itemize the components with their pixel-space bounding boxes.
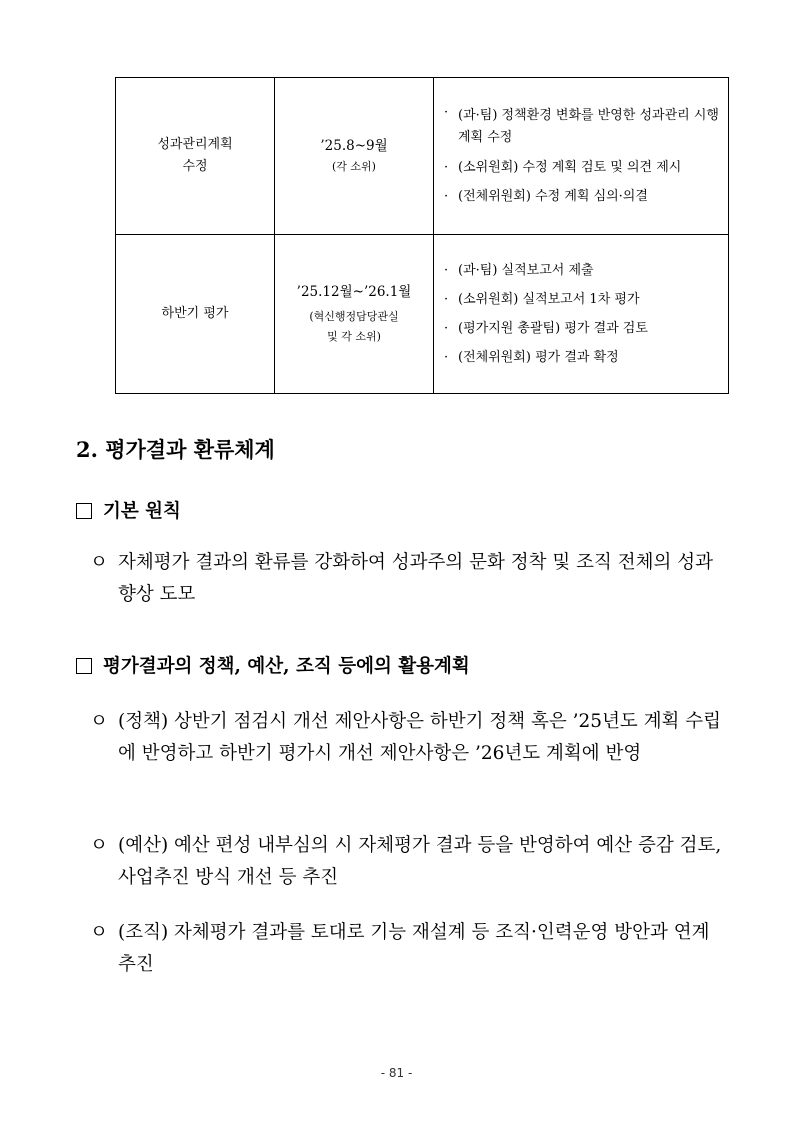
paragraph xyxy=(90,830,730,894)
schedule-table xyxy=(115,77,729,394)
description-cell xyxy=(434,78,729,235)
list-item xyxy=(444,102,728,153)
description-list xyxy=(444,256,728,372)
list-item xyxy=(444,153,728,182)
list-item-text: (과·팀) 정책환경 변화를 반영한 성과관리 시행계획 수정 xyxy=(458,107,719,145)
list-item-text: (전체위원회) 평가 결과 확정 xyxy=(458,350,619,365)
bullet-mark: · xyxy=(444,263,449,278)
subsection-heading xyxy=(76,652,470,678)
list-item xyxy=(444,285,728,314)
period-note: 및 각 소위) xyxy=(327,330,381,343)
table-row xyxy=(116,78,729,235)
stage-cell xyxy=(116,235,275,394)
list-item xyxy=(444,314,728,343)
bullet-mark: · xyxy=(444,188,449,204)
page-number: - 81 - xyxy=(380,1066,413,1080)
subsection-heading xyxy=(76,497,181,523)
stage-cell xyxy=(116,78,275,235)
list-item-text: (과·팀) 실적보고서 제출 xyxy=(458,263,594,278)
description-list xyxy=(444,102,728,211)
checkbox-square-icon xyxy=(76,503,92,519)
period-note: (혁신행정담당관실 xyxy=(309,310,399,323)
period-text: ’25.8~9월 xyxy=(320,138,388,154)
paragraph-text: (예산) 예산 편성 내부심의 시 자체평가 결과 등을 반영하여 예산 증감 검토, 사업추진 방식 개선 등 추진 xyxy=(118,835,722,888)
table-row xyxy=(116,235,729,394)
list-item xyxy=(444,182,728,211)
bullet-mark: · xyxy=(444,321,449,336)
subsection-title: 기본 원칙 xyxy=(103,501,181,522)
paragraph-text: (조직) 자체평가 결과를 토대로 기능 재설계 등 조직·인력운영 방안과 연계 추진 xyxy=(118,922,710,975)
section-title: 2. 평가결과 환류체계 xyxy=(76,437,275,462)
list-item-text: (소위원회) 실적보고서 1차 평가 xyxy=(458,292,640,307)
stage-line: 수정 xyxy=(182,159,208,174)
stage-line: 하반기 평가 xyxy=(161,306,229,321)
period-text: ’25.12월~’26.1월 xyxy=(296,284,412,300)
bullet-mark: · xyxy=(444,159,449,175)
period-note: (각 소위) xyxy=(332,160,376,173)
list-item-text: (전체위원회) 수정 계획 심의·의결 xyxy=(458,188,648,204)
list-item-text: (평가지원 총괄팀) 평가 결과 검토 xyxy=(458,321,648,336)
paragraph-text: (정책) 상반기 점검시 개선 제안사항은 하반기 정책 혹은 ’25년도 계획 수립에 반영하고 하반기 평가시 개선 제안사항은 ’26년도 계획에 반영 xyxy=(118,711,722,764)
list-item-text: (소위원회) 수정 계획 검토 및 의견 제시 xyxy=(458,159,682,175)
period-cell xyxy=(275,78,434,235)
circle-bullet-icon: ㅇ xyxy=(90,711,108,732)
paragraph xyxy=(90,547,730,611)
circle-bullet-icon: ㅇ xyxy=(90,922,108,943)
stage-line: 성과관리계획 xyxy=(157,137,233,152)
paragraph xyxy=(90,706,730,770)
period-cell xyxy=(275,235,434,394)
circle-bullet-icon: ㅇ xyxy=(90,552,108,573)
paragraph-text: 자체평가 결과의 환류를 강화하여 성과주의 문화 정착 및 조직 전체의 성과향상 도모 xyxy=(118,552,713,605)
description-cell xyxy=(434,235,729,394)
bullet-mark: · xyxy=(444,350,449,365)
checkbox-square-icon xyxy=(76,658,92,674)
subsection-title: 평가결과의 정책, 예산, 조직 등에의 활용계획 xyxy=(103,656,470,677)
list-item xyxy=(444,343,728,372)
bullet-mark: · xyxy=(444,104,449,120)
circle-bullet-icon: ㅇ xyxy=(90,835,108,856)
list-item xyxy=(444,256,728,285)
paragraph xyxy=(90,917,730,981)
bullet-mark: · xyxy=(444,292,449,307)
